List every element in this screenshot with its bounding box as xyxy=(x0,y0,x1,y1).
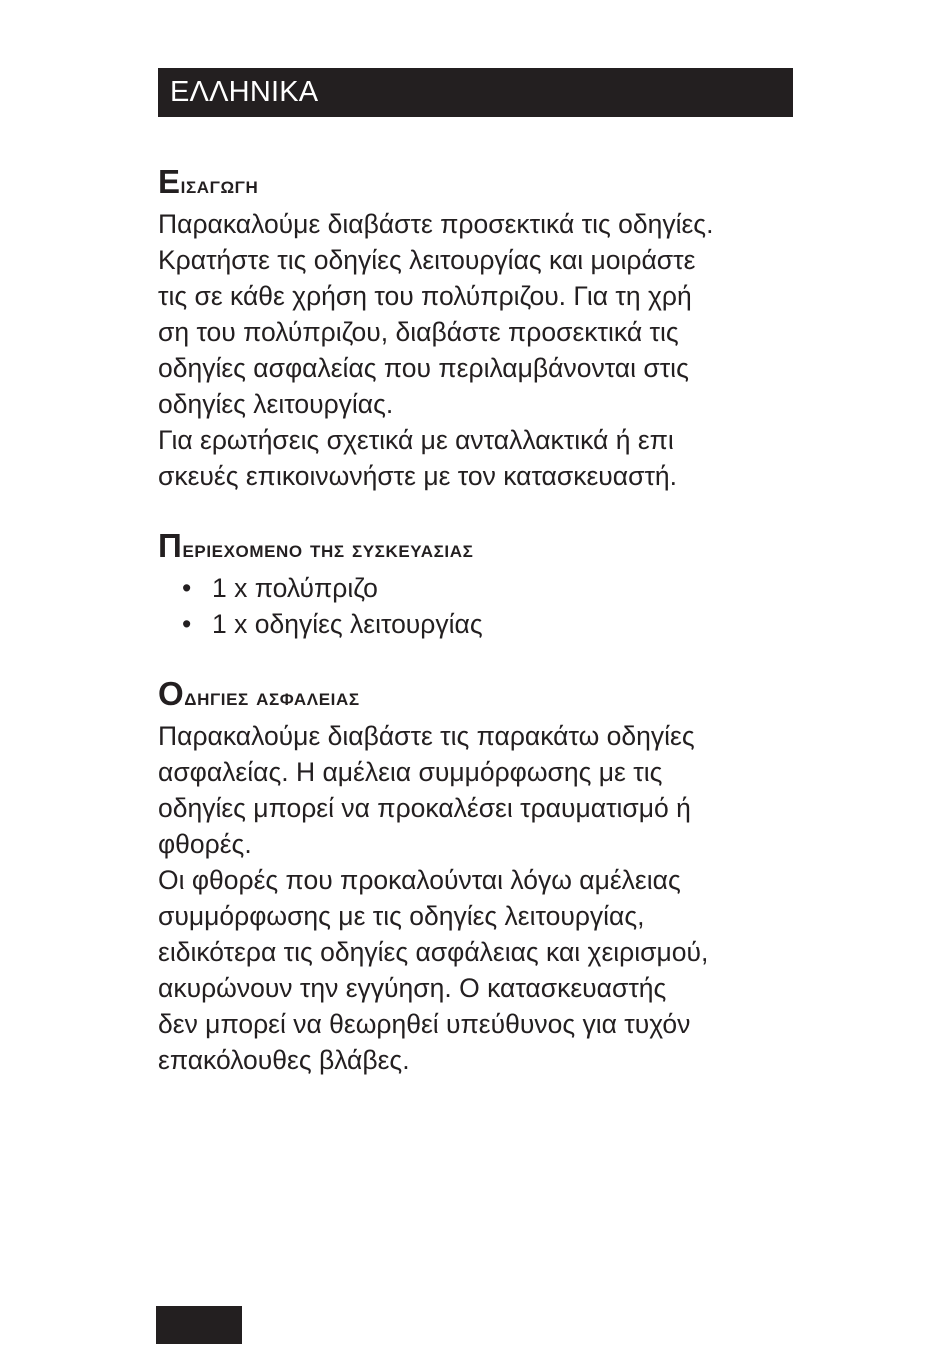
text-line: Οι φθορές που προκαλούνται λόγω αμέλειας xyxy=(158,865,681,895)
list-item-text: 1 x πολύπριζο xyxy=(212,573,378,603)
title-rest: εριεχομενο της συσκευασιας xyxy=(182,536,474,563)
language-header-bar xyxy=(158,68,793,117)
text-line: ειδικότερα τις οδηγίες ασφάλειας και χειρισμού, xyxy=(158,937,709,967)
section-introduction xyxy=(158,162,798,494)
section-title-safety-instructions xyxy=(158,674,798,718)
list-item-text: 1 x οδηγίες λειτουργίας xyxy=(212,609,483,639)
title-rest: δηγιες ασφαλειας xyxy=(184,684,360,711)
text-line: Παρακαλούμε διαβάστε προσεκτικά τις οδηγίες. xyxy=(158,209,714,239)
section-safety-instructions xyxy=(158,674,798,1078)
safety-instructions-text xyxy=(158,718,798,1078)
list-item xyxy=(158,606,798,642)
title-initial: Ε xyxy=(158,163,181,200)
language-label: ΕΛΛΗΝΙΚΑ xyxy=(170,76,319,108)
page-number-tab xyxy=(156,1306,242,1344)
package-contents-list xyxy=(158,570,798,642)
bullet: • xyxy=(182,573,192,603)
text-line: δεν μπορεί να θεωρηθεί υπεύθυνος για τυχόν xyxy=(158,1009,691,1039)
section-title-introduction xyxy=(158,162,798,206)
text-line: οδηγίες μπορεί να προκαλέσει τραυματισμό ή xyxy=(158,793,691,823)
list-item xyxy=(158,570,798,606)
section-package-contents xyxy=(158,526,798,642)
title-initial: Π xyxy=(158,527,183,564)
text-line: ακυρώνουν την εγγύηση. Ο κατασκευαστής xyxy=(158,973,667,1003)
text-line: τις σε κάθε χρήση του πολύπριζου. Για τη χρή xyxy=(158,281,692,311)
text-line: Κρατήστε τις οδηγίες λειτουργίας και μοιράστε xyxy=(158,245,696,275)
text-line: επακόλουθες βλάβες. xyxy=(158,1045,410,1075)
text-line: φθορές. xyxy=(158,829,252,859)
title-rest: ισαγωγη xyxy=(180,172,259,199)
section-title-package-contents xyxy=(158,526,798,570)
text-line: Παρακαλούμε διαβάστε τις παρακάτω οδηγίες xyxy=(158,721,695,751)
text-line: σκευές επικοινωνήστε με τον κατασκευαστή. xyxy=(158,461,678,491)
introduction-text xyxy=(158,206,798,494)
text-line: οδηγίες λειτουργίας. xyxy=(158,389,394,419)
page-content xyxy=(158,162,798,1078)
text-line: ασφαλείας. Η αμέλεια συμμόρφωσης με τις xyxy=(158,757,663,787)
title-initial: Ο xyxy=(158,675,185,712)
text-line: ση του πολύπριζου, διαβάστε προσεκτικά τις xyxy=(158,317,679,347)
text-line: οδηγίες ασφαλείας που περιλαμβάνονται στις xyxy=(158,353,689,383)
text-line: συμμόρφωσης με τις οδηγίες λειτουργίας, xyxy=(158,901,645,931)
text-line: Για ερωτήσεις σχετικά με ανταλλακτικά ή επι xyxy=(158,425,674,455)
bullet: • xyxy=(182,609,192,639)
